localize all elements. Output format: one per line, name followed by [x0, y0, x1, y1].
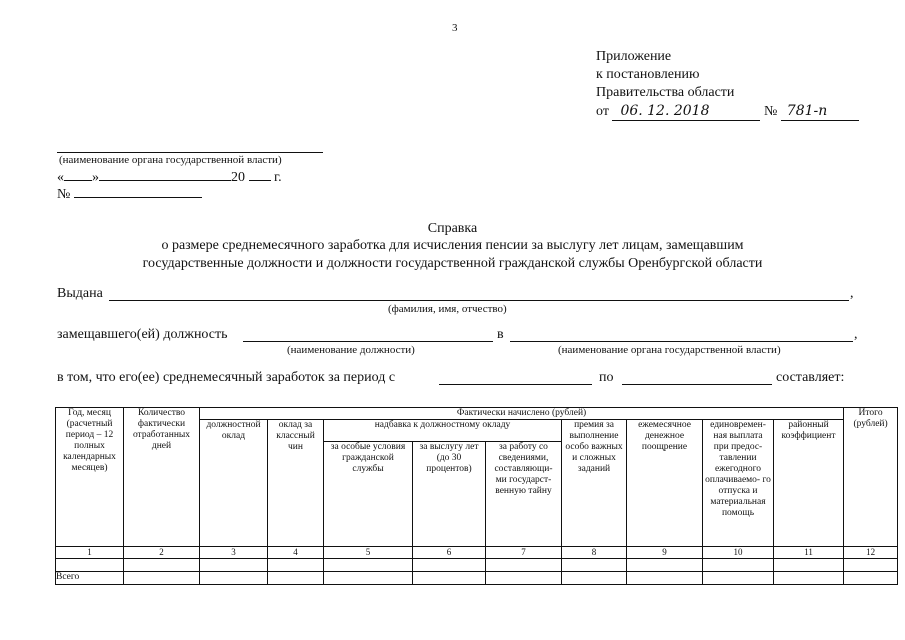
col-number: 10 — [703, 547, 774, 559]
fio-caption: (фамилия, имя, отчество) — [388, 303, 507, 315]
document-subtitle-1: о размере среднемесячного заработка для исчисления пенсии за выслугу лет лицам, замещавшим — [161, 238, 744, 253]
col-number: 4 — [268, 547, 324, 559]
col-special-conditions-header: за особые условия гражданской службы — [324, 442, 413, 547]
col-year-month-header: Год, месяц (расчетный период – 12 полных календарных месяцев) — [56, 408, 124, 547]
position-trailing: , — [854, 327, 858, 342]
col-number: 7 — [486, 547, 562, 559]
org-name-caption: (наименование органа государственной власти) — [59, 154, 282, 166]
column-numbers-row — [56, 547, 898, 559]
year-prefix: 20 — [231, 170, 245, 185]
col-rank-header: оклад за классный чин — [268, 420, 324, 547]
col-bonus-header: премия за выполнение особо важных и сложных заданий — [562, 420, 627, 547]
position-line — [243, 341, 493, 342]
col-regional-header: районный коэффициент — [774, 420, 844, 547]
document-title: Справка — [427, 221, 478, 236]
col-number: 12 — [844, 547, 898, 559]
position-label: замещавшего(ей) должность — [57, 327, 228, 342]
col-secrecy-header: за работу со сведениями, составляющи- ми государст- венную тайну — [486, 442, 562, 547]
allowance-header: надбавка к должностному окладу — [324, 420, 562, 442]
col-number: 11 — [774, 547, 844, 559]
total-label: Всего — [56, 572, 124, 585]
org-line — [510, 341, 853, 342]
col-number: 1 — [56, 547, 124, 559]
col-number: 2 — [124, 547, 200, 559]
year-suffix: г. — [274, 170, 282, 185]
col-number: 5 — [324, 547, 413, 559]
col-number: 8 — [562, 547, 627, 559]
col-number: 9 — [627, 547, 703, 559]
accrued-header: Фактически начислено (рублей) — [200, 408, 844, 420]
total-row — [56, 572, 898, 585]
in-label: в — [497, 327, 504, 342]
col-days-header: Количество фактически отработанных дней — [124, 408, 200, 547]
issued-label: Выдана — [57, 286, 103, 301]
table-row — [56, 559, 898, 572]
period-to-line — [622, 384, 772, 385]
issued-trailing: , — [850, 286, 854, 301]
appendix-date-line — [596, 102, 859, 121]
fio-line — [109, 300, 849, 301]
col-lump-sum-header: единовремен- ная выплата при предос- тавлении ежегодного оплачиваемо- го отпуска и материальная помощь — [703, 420, 774, 547]
appendix-block — [596, 48, 859, 121]
appendix-line2: к постановлению — [596, 67, 700, 82]
period-to-label: по — [599, 370, 614, 385]
number-prefix: № — [763, 104, 778, 119]
period-suffix: составляет: — [776, 370, 845, 385]
col-number: 3 — [200, 547, 268, 559]
appendix-line3: Правительства области — [596, 85, 735, 100]
col-salary-header: должностной оклад — [200, 420, 268, 547]
col-seniority-header: за выслугу лет (до 30 процентов) — [413, 442, 486, 547]
issue-date-line: « » 20 г. — [57, 170, 282, 185]
date-value: 06. 12. 2018 — [612, 102, 760, 121]
number-value: 781-п — [781, 102, 859, 121]
col-number: 6 — [413, 547, 486, 559]
period-label: в том, что его(ее) среднемесячный заработок за период с — [57, 370, 396, 385]
period-from-line — [439, 384, 592, 385]
col-incentive-header: ежемесячное денежное поощрение — [627, 420, 703, 547]
date-prefix: от — [596, 104, 609, 119]
issue-number-line: № — [57, 187, 202, 203]
org-name-line — [57, 152, 323, 153]
document-subtitle-2: государственные должности и должности государственной гражданской службы Оренбургской области — [142, 256, 763, 271]
page-number: 3 — [452, 22, 458, 34]
col-total-header: Итого (рублей) — [844, 408, 898, 547]
salary-table — [55, 407, 898, 585]
appendix-line1: Приложение — [596, 49, 672, 64]
org-caption: (наименование органа государственной власти) — [558, 344, 781, 356]
position-caption: (наименование должности) — [287, 344, 415, 356]
